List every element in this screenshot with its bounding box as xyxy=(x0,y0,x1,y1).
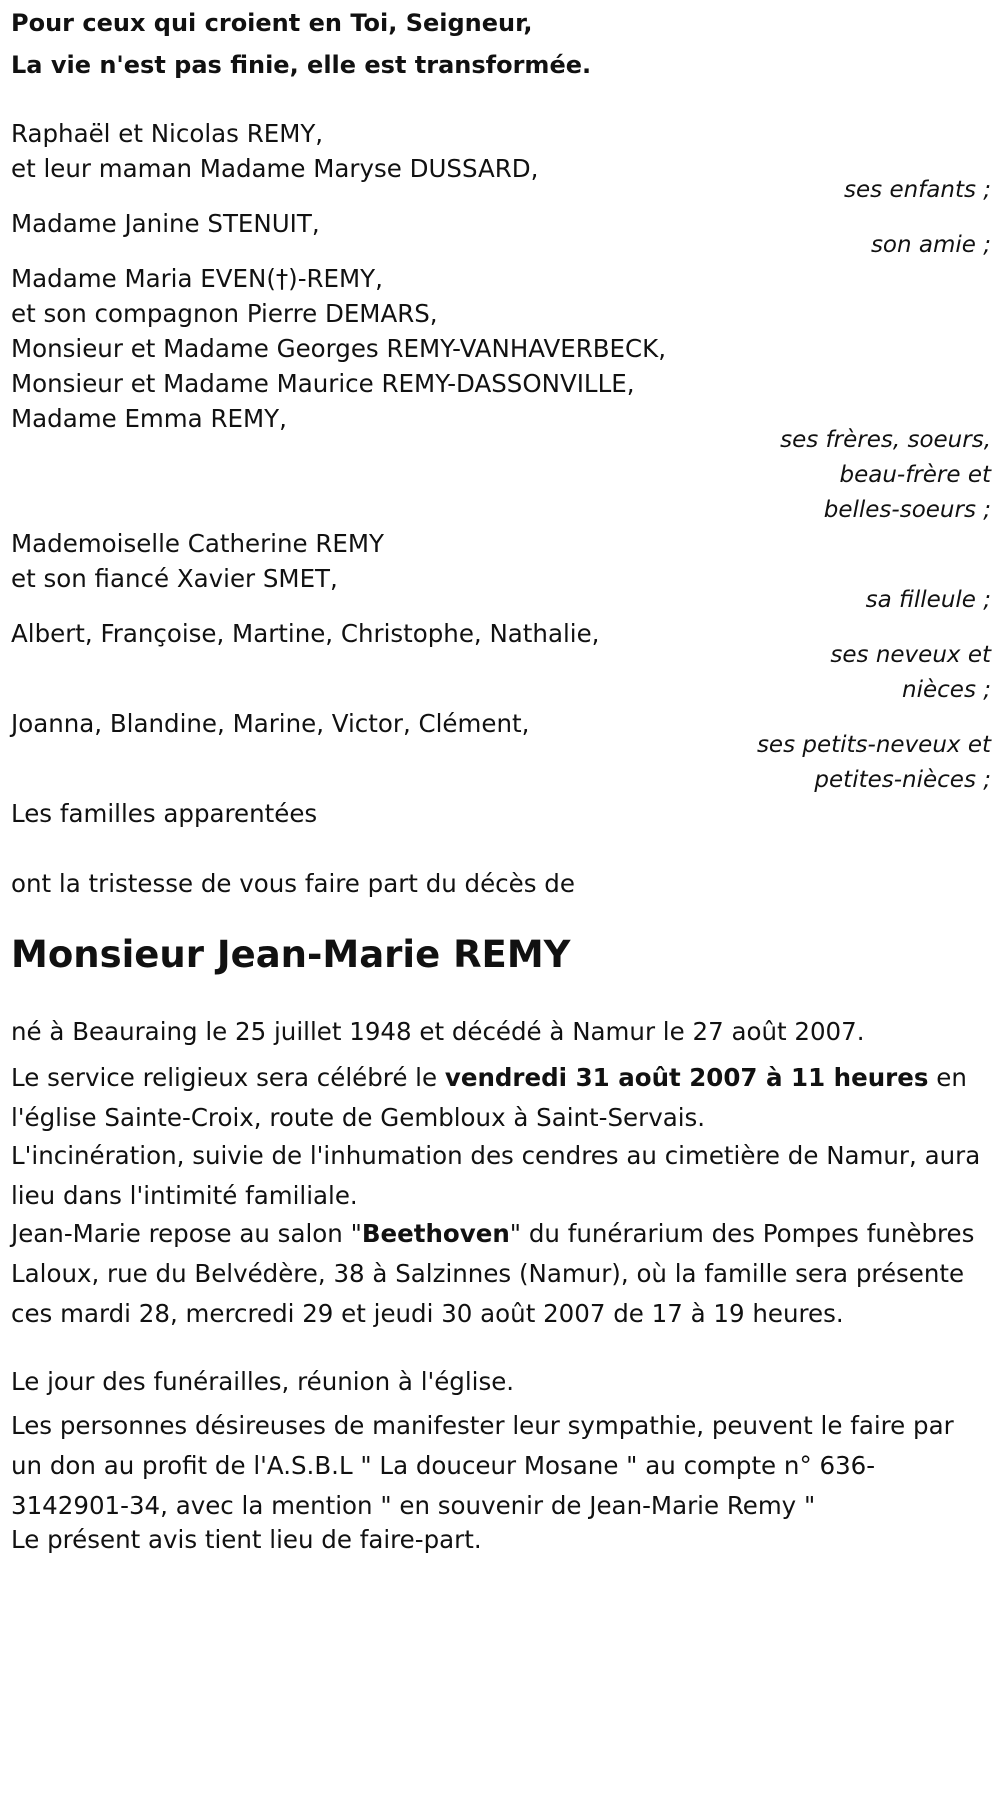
repose-salon-name: Beethoven xyxy=(361,1219,510,1248)
goddaughter-label: sa filleule ; xyxy=(865,587,991,613)
verse-line-2: La vie n'est pas finie, elle est transformée. xyxy=(11,51,592,79)
children-line-2: et leur maman Madame Maryse DUSSARD, xyxy=(11,154,539,183)
notice-paragraph: Le présent avis tient lieu de faire-part. xyxy=(11,1525,482,1554)
children-label: ses enfants ; xyxy=(844,177,991,203)
repose-text-before: Jean-Marie repose au salon " xyxy=(11,1219,362,1248)
related-families: Les familles apparentées xyxy=(11,799,318,828)
grandnephews-label-1: ses petits-neveux et xyxy=(756,732,991,758)
repose-paragraph xyxy=(11,1214,991,1334)
siblings-label-3: belles-soeurs ; xyxy=(823,497,991,523)
donation-paragraph: Les personnes désireuses de manifester leur sympathie, peuvent le faire par un don au profit de l'A.S.B.L " La douceur Mosane " au compte n° 636-3142901-34, avec la mention " en souvenir de Jean-Marie Remy " xyxy=(11,1411,954,1520)
service-text-after: en l'église Sainte-Croix, route de Gembloux à Saint-Servais. xyxy=(11,1063,967,1132)
siblings-line-4: Monsieur et Madame Maurice REMY-DASSONVILLE, xyxy=(11,369,635,398)
goddaughter-line-2: et son fiancé Xavier SMET, xyxy=(11,564,338,593)
siblings-label-2: beau-frère et xyxy=(839,462,991,488)
nephews-label-1: ses neveux et xyxy=(830,642,991,668)
repose-text-after: " du funérarium des Pompes funèbres Laloux, rue du Belvédère, 38 à Salzinnes (Namur), où la famille sera présente ces mardi 28, mercredi 29 et jeudi 30 août 2007 de 17 à 19 heures. xyxy=(11,1219,975,1328)
friend-line-1: Madame Janine STENUIT, xyxy=(11,209,320,238)
service-text-before: Le service religieux sera célébré le xyxy=(11,1063,445,1092)
siblings-label-1: ses frères, soeurs, xyxy=(780,427,991,453)
service-paragraph xyxy=(11,1058,991,1138)
meeting-paragraph: Le jour des funérailles, réunion à l'église. xyxy=(11,1367,515,1396)
nephews-label-2: nièces ; xyxy=(902,677,991,703)
incineration-paragraph: L'incinération, suivie de l'inhumation des cendres au cimetière de Namur, aura lieu dans l'intimité familiale. xyxy=(11,1141,981,1210)
siblings-line-1: Madame Maria EVEN(†)-REMY, xyxy=(11,264,383,293)
verse-line-1: Pour ceux qui croient en Toi, Seigneur, xyxy=(11,9,533,37)
service-date-time: vendredi 31 août 2007 à 11 heures xyxy=(444,1063,929,1092)
birth-death-paragraph: né à Beauraing le 25 juillet 1948 et décédé à Namur le 27 août 2007. xyxy=(11,1017,865,1046)
siblings-line-2: et son compagnon Pierre DEMARS, xyxy=(11,299,438,328)
friend-label: son amie ; xyxy=(870,232,991,258)
nephews-line-1: Albert, Françoise, Martine, Christophe, Nathalie, xyxy=(11,619,600,648)
deceased-name: Monsieur Jean-Marie REMY xyxy=(11,933,571,976)
announcement-text: ont la tristesse de vous faire part du décès de xyxy=(11,869,575,898)
siblings-line-3: Monsieur et Madame Georges REMY-VANHAVERBECK, xyxy=(11,334,666,363)
grandnephews-line-1: Joanna, Blandine, Marine, Victor, Clément, xyxy=(11,709,530,738)
children-line-1: Raphaël et Nicolas REMY, xyxy=(11,119,324,148)
grandnephews-label-2: petites-nièces ; xyxy=(814,767,991,793)
goddaughter-line-1: Mademoiselle Catherine REMY xyxy=(11,529,384,558)
siblings-line-5: Madame Emma REMY, xyxy=(11,404,287,433)
